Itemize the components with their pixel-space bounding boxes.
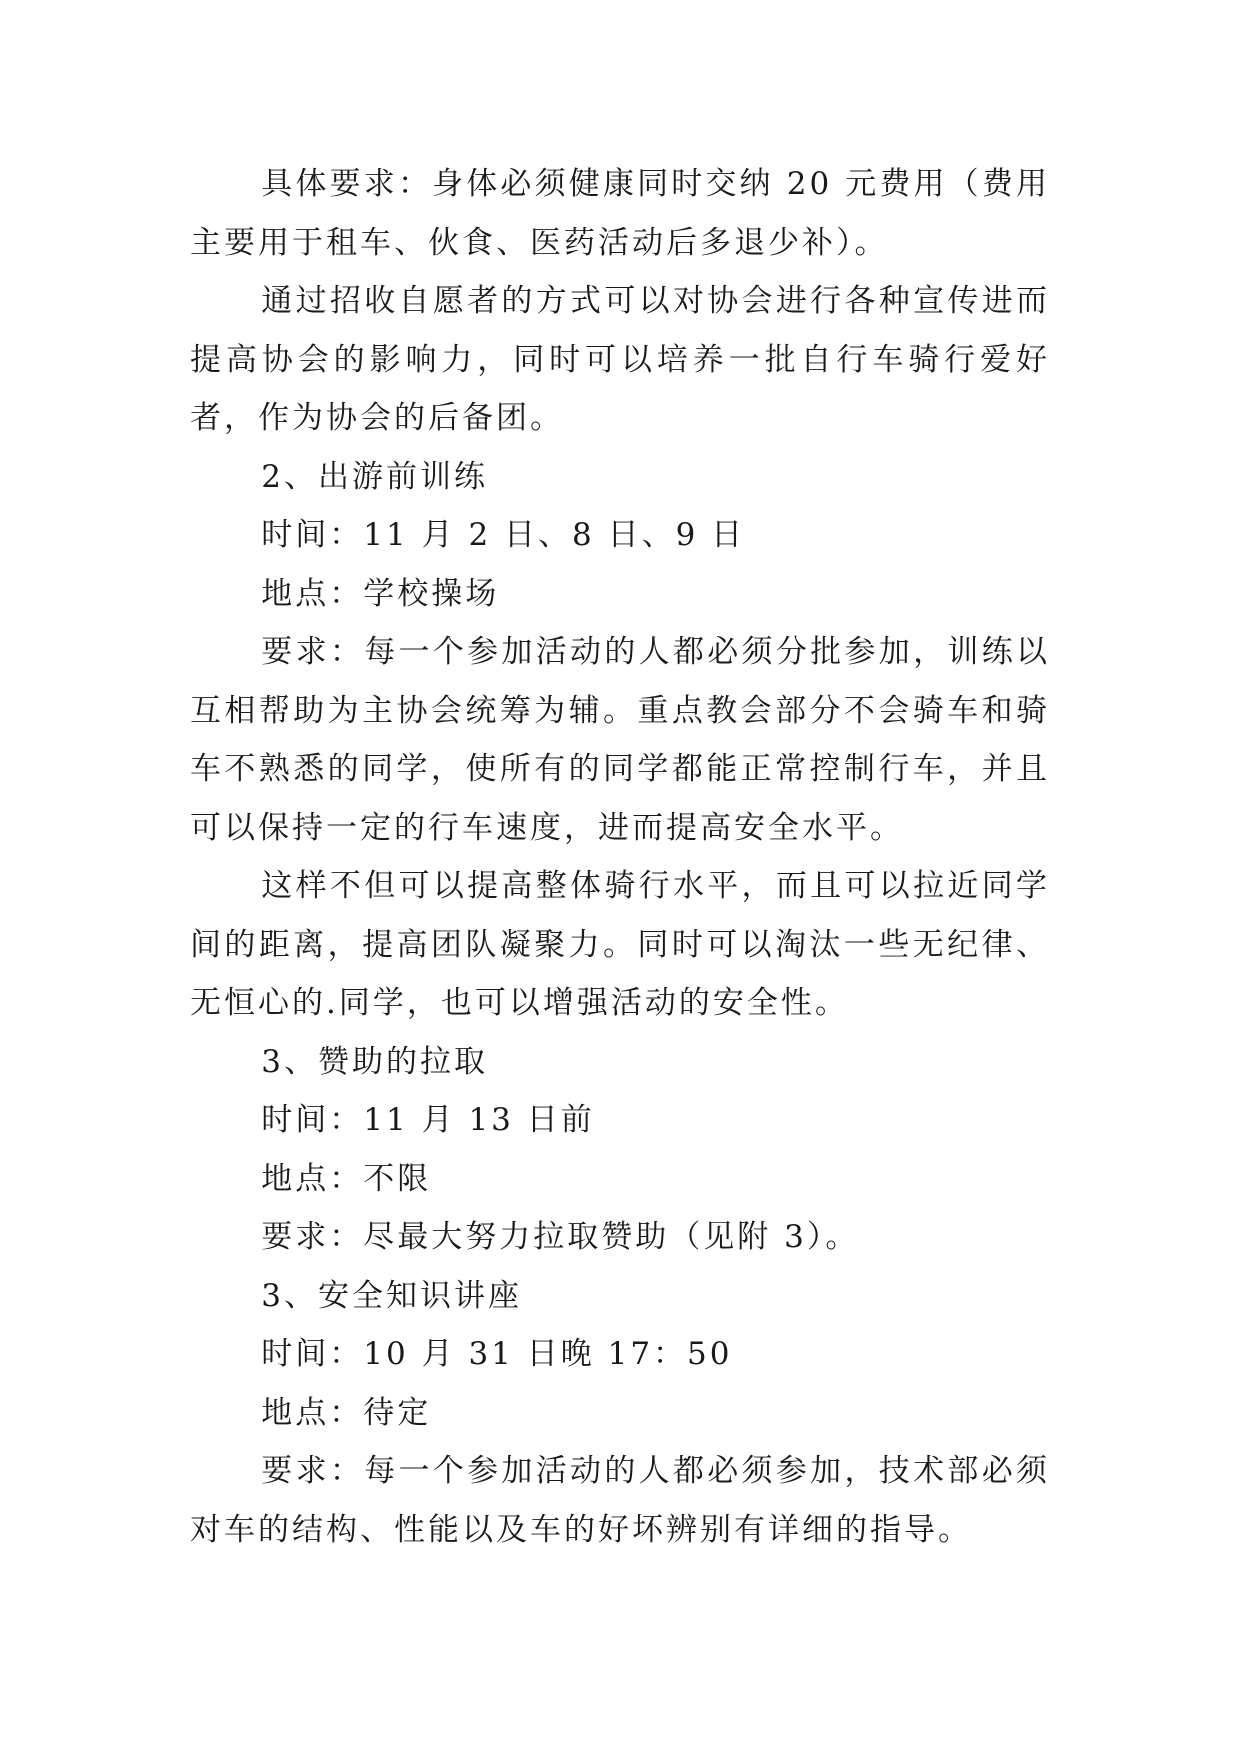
sponsorship-time: 时间：11 月 13 日前 xyxy=(261,1102,595,1138)
lecture-time: 时间：10 月 31 日晚 17：50 xyxy=(261,1336,733,1372)
document-page xyxy=(190,155,1050,1559)
training-benefits: 这样不但可以提高整体骑行水平，而且可以拉近同学间的距离，提高团队凝聚力。同时可以淘汰一些无纪律、无恒心的.同学，也可以增强活动的安全性。 xyxy=(190,868,1050,1021)
paragraph-volunteer-purpose: 通过招收自愿者的方式可以对协会进行各种宣传进而提高协会的影响力，同时可以培养一批自行车骑行爱好者，作为协会的后备团。 xyxy=(190,283,1050,436)
training-location: 地点：学校操场 xyxy=(261,575,500,612)
sponsorship-requirements: 要求：尽最大努力拉取赞助（见附 3）。 xyxy=(261,1219,860,1255)
sponsorship-location: 地点：不限 xyxy=(261,1160,432,1197)
section-heading-training: 2、出游前训练 xyxy=(261,458,489,495)
training-requirements: 要求：每一个参加活动的人都必须分批参加，训练以互相帮助为主协会统筹为辅。重点教会部分不会骑车和骑车不熟悉的同学，使所有的同学都能正常控制行车，并且可以保持一定的行车速度，进而提高安全水平。 xyxy=(190,634,1050,846)
lecture-requirements: 要求：每一个参加活动的人都必须参加，技术部必须对车的结构、性能以及车的好坏辨别有详细的指导。 xyxy=(190,1453,1050,1548)
section-heading-sponsorship: 3、赞助的拉取 xyxy=(261,1043,489,1080)
paragraph-requirements-fee: 具体要求：身体必须健康同时交纳 20 元费用（费用主要用于租车、伙食、医药活动后多退少补）。 xyxy=(190,166,1050,261)
training-time: 时间：11 月 2 日、8 日、9 日 xyxy=(261,517,746,553)
lecture-location: 地点：待定 xyxy=(261,1394,432,1431)
section-heading-safety-lecture: 3、安全知识讲座 xyxy=(261,1277,523,1314)
